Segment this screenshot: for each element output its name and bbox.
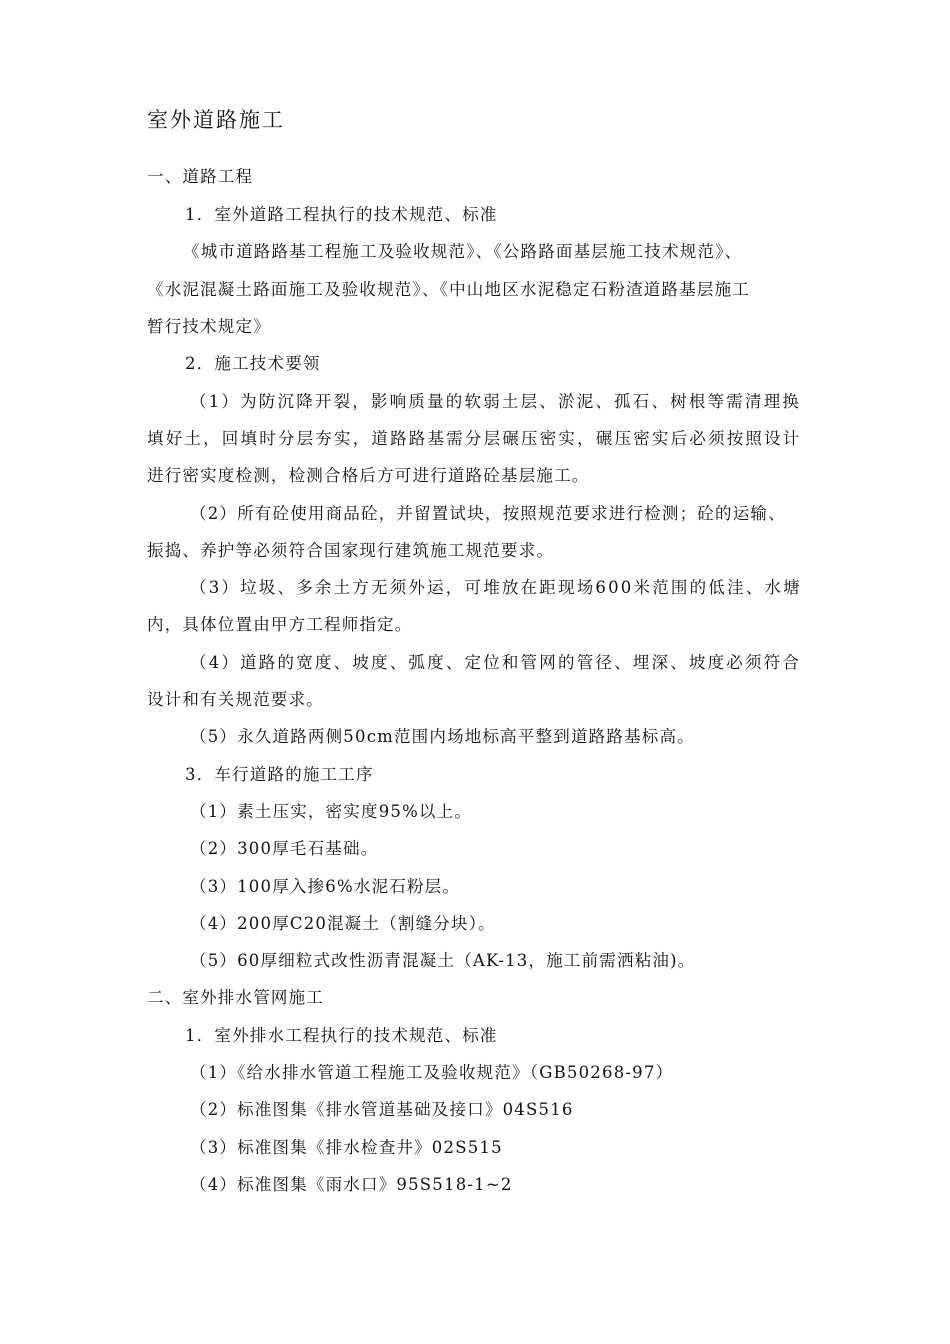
list-item: （5）60厚细粒式改性沥青混凝土（AK-13，施工前需洒粘油)。: [190, 951, 696, 970]
paragraph-line: 进行密实度检测，检测合格后方可进行道路砼基层施工。: [147, 466, 590, 485]
list-item: （1）素土压实，密实度95%以上。: [190, 802, 473, 821]
paragraph-line: 《城市道路路基工程施工及验收规范》、《公路路面基层施工技术规范》、: [183, 242, 743, 261]
subsection-heading-techniques: 2．施工技术要领: [185, 354, 321, 373]
paragraph-line: （1）为防沉降开裂，影响质量的软弱土层、淤泥、孤石、树根等需清理换: [190, 392, 802, 411]
paragraph-line: （5）永久道路两侧50cm范围内场地标高平整到道路路基标高。: [190, 727, 695, 746]
paragraph-line: 振捣、养护等必须符合国家现行建筑施工规范要求。: [147, 541, 555, 560]
list-item: （2）标准图集《排水管道基础及接口》04S516: [190, 1100, 574, 1119]
list-item: （3）100厚入掺6%水泥石粉层。: [190, 877, 461, 896]
list-item: （4）200厚C20混凝土（割缝分块）。: [190, 914, 496, 933]
paragraph-line: 暂行技术规定》: [147, 317, 271, 336]
paragraph-line: 设计和有关规范要求。: [147, 690, 324, 709]
document-title: 室外道路施工: [147, 108, 285, 132]
paragraph-line: （3）垃圾、多余土方无须外运，可堆放在距现场600米范围的低洼、水塘: [190, 578, 802, 597]
paragraph-line: 内，具体位置由甲方工程师指定。: [147, 615, 413, 634]
section-heading-road: 一、道路工程: [147, 167, 254, 186]
paragraph-line: （4）道路的宽度、坡度、弧度、定位和管网的管径、埋深、坡度必须符合: [190, 653, 802, 672]
paragraph-line: （2）所有砼使用商品砼，并留置试块，按照规范要求进行检测；砼的运输、: [190, 504, 786, 523]
paragraph-line: 填好土，回填时分层夯实，道路路基需分层碾压密实，碾压密实后必须按照设计: [147, 429, 802, 448]
subsection-heading-drainage-standards: 1．室外排水工程执行的技术规范、标准: [185, 1026, 498, 1045]
list-item: （2）300厚毛石基础。: [190, 839, 379, 858]
list-item: （1）《给水排水管道工程施工及验收规范》（GB50268-97）: [190, 1063, 674, 1082]
paragraph-line: 《水泥混凝土路面施工及验收规范》、《中山地区水泥稳定石粉渣道路基层施工: [147, 280, 750, 299]
list-item: （4）标准图集《雨水口》95S518-1~2: [190, 1175, 513, 1194]
subsection-heading-standards: 1．室外道路工程执行的技术规范、标准: [185, 205, 498, 224]
section-heading-drainage: 二、室外排水管网施工: [147, 988, 324, 1007]
subsection-heading-procedure: 3．车行道路的施工工序: [185, 765, 374, 784]
list-item: （3）标准图集《排水检查井》02S515: [190, 1138, 503, 1157]
